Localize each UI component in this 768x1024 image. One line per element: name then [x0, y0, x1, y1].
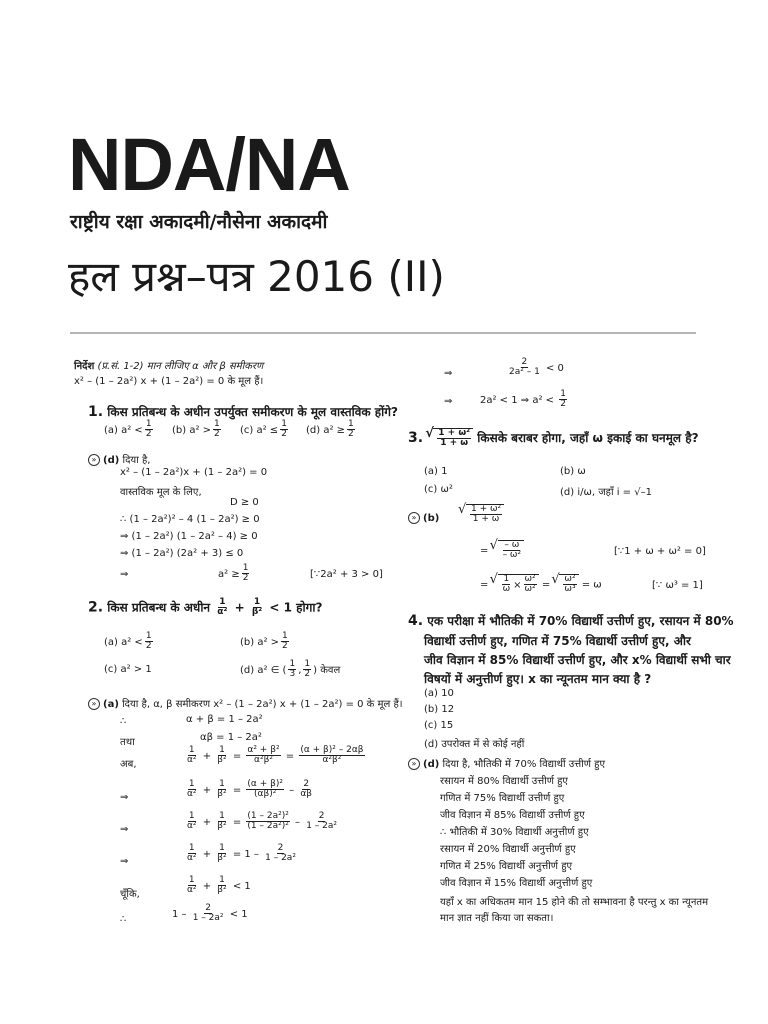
q2-sum: α + β = 1 – 2a²	[186, 714, 263, 725]
therefore-symbol: ∴	[120, 914, 127, 925]
therefore-symbol: ∴	[120, 716, 127, 727]
q2-chunki: चूँकि,	[120, 889, 140, 900]
question-3: 3. √ $\frac{\text{1 + ω²}}{1 + \omega}$ किसके बराबर होगा, जहाँ ω इकाई का घनमूल है?	[408, 428, 699, 449]
q1-solution-start: » (d) दिया है,	[88, 452, 150, 466]
implies-symbol: ⇒	[120, 824, 129, 835]
directions	[74, 362, 263, 372]
q3-note-2: [∵ ω³ = 1]	[652, 580, 703, 591]
q1-sol-line: D ≥ 0	[230, 497, 259, 508]
q3-sol-line: √ $\frac{\text{1 + ω²}}{1 + \omega}$	[460, 504, 504, 525]
q3-note-1: [∵1 + ω + ω² = 0]	[614, 546, 706, 557]
q1-sol-note: [∵2a² + 3 > 0]	[310, 569, 383, 580]
rt-eq1: $\frac{2}{\text{2a² – 1}}$ < 0	[509, 357, 564, 378]
q2-ab: अब,	[120, 759, 137, 770]
implies-symbol: ⇒	[444, 396, 453, 407]
q2-option-a: (a) a² < $\frac{1}{2}$	[104, 631, 152, 652]
q2-eq2: $\frac{1}{\text{α²}}$ + $\frac{1}{\text{β²}}$ = $\frac{\text{(α + β)²}}{\text{(αβ)²}}$ – $\frac{2}{\alpha\beta}$	[187, 779, 313, 800]
question-3-text: किसके बराबर होगा, जहाँ ω इकाई का घनमूल है?	[477, 430, 699, 445]
q2-eq4: $\frac{1}{\text{α²}}$ + $\frac{1}{\text{β²}}$ = 1 – $\frac{2}{\text{1 – 2a²}}$	[187, 843, 296, 864]
answer-icon: »	[88, 454, 100, 466]
q2-eq5: $\frac{1}{\text{α²}}$ + $\frac{1}{\text{β²}}$ < 1	[187, 875, 251, 896]
question-4: 4. एक परीक्षा में भौतिकी में 70% विद्यार्थी उत्तीर्ण हुए, रसायन में 80%	[408, 613, 734, 629]
question-4-line: विषयों में अनुत्तीर्ण हुए। x का न्यूनतम मान क्या है ?	[424, 672, 652, 686]
q1-sol-line: ⇒ (1 – 2a²) (2a² + 3) ≤ 0	[120, 548, 244, 559]
answer-icon: »	[88, 698, 100, 710]
q1-sol-line: वास्तविक मूल के लिए,	[120, 487, 202, 498]
q2-eq3: $\frac{1}{\text{α²}}$ + $\frac{1}{\text{β²}}$ = $\frac{\text{(1 – 2a²)²}}{\text{(1 – 2a²)²}}$ – $\frac{2}{\text{1 – 2a²}}$	[187, 811, 337, 832]
question-1-text: किस प्रतिबन्ध के अधीन उपर्युक्त समीकरण के मूल वास्तविक होंगे?	[107, 405, 398, 419]
q4-sol-line: जीव विज्ञान में 15% विद्यार्थी अनुत्तीर्ण हुए	[440, 878, 593, 889]
question-4-line: विद्यार्थी उत्तीर्ण हुए, गणित में 75% विद्यार्थी उत्तीर्ण हुए, और	[424, 634, 691, 648]
q4-sol-line: मान ज्ञात नहीं किया जा सकता।	[440, 913, 554, 924]
q3-option-a: (a) 1	[424, 466, 448, 477]
q3-sol-line: = √ $\frac{1}{\omega}$ × $\frac{\text{ω²}}{\text{ω²}}$ = √ $\frac{\text{ω²}}{\text{ω³}}$ = ω	[480, 574, 602, 595]
q3-option-b: (b) ω	[560, 466, 586, 477]
q2-solution-start: » (a) दिया है, α, β समीकरण x² – (1 – 2a²) x + (1 – 2a²) = 0 के मूल हैं।	[88, 696, 403, 710]
q4-solution-start: » (d) दिया है, भौतिकी में 70% विद्यार्थी उत्तीर्ण हुए	[408, 756, 605, 770]
implies-symbol: ⇒	[444, 368, 453, 379]
q1-sol-implies: ⇒	[120, 569, 129, 580]
q1-sol-result: a² ≥ $\frac{1}{2}$	[218, 563, 249, 584]
q3-option-c: (c) ω²	[424, 484, 453, 495]
q3-option-d: (d) i/ω, जहाँ i = √–1	[560, 487, 652, 498]
implies-symbol: ⇒	[120, 856, 129, 867]
q4-sol-line: रसायन में 80% विद्यार्थी उत्तीर्ण हुए	[440, 776, 568, 787]
answer-icon: »	[408, 758, 420, 770]
question-2: 2. किस प्रतिबन्ध के अधीन $\frac{1}{\text{α²}}$ + $\frac{1}{\text{β²}}$ < 1 होगा?	[88, 597, 323, 618]
q4-option-c: (c) 15	[424, 720, 454, 731]
paper-title: हल प्रश्न–पत्र 2016 (II)	[68, 252, 445, 301]
q4-sol-line: ∴ भौतिकी में 30% विद्यार्थी अनुत्तीर्ण हुए	[440, 827, 589, 838]
q1-sol-line: ∴ (1 – 2a²)² – 4 (1 – 2a²) ≥ 0	[120, 514, 260, 525]
q1-option-b: (b) a² > $\frac{1}{2}$	[172, 419, 220, 440]
q2-tatha: तथा	[120, 737, 135, 748]
answer-icon: »	[408, 512, 420, 524]
q1-sol-line: ⇒ (1 – 2a²) (1 – 2a² – 4) ≥ 0	[120, 531, 258, 542]
q2-option-d: (d) a² ∈ ( $\frac{1}{3}$ , $\frac{1}{2}$ ) केवल	[240, 659, 341, 680]
q2-product: αβ = 1 – 2a²	[200, 732, 262, 743]
q3-solution-start: » (b)	[408, 512, 439, 524]
directions-text: (प्र.सं. 1-2) मान लीजिए α और β समीकरण	[97, 361, 264, 372]
directions-equation: x² – (1 – 2a²) x + (1 – 2a²) = 0 के मूल हैं।	[74, 376, 264, 387]
q4-sol-line: गणित में 25% विद्यार्थी अनुत्तीर्ण हुए	[440, 861, 573, 872]
rt-eq2: 2a² < 1 ⇒ a² < $\frac{1}{2}$	[480, 389, 566, 410]
sqrt-icon: √ $\frac{\text{1 + ω²}}{1 + \omega}$	[433, 428, 473, 449]
q2-option-b: (b) a² > $\frac{1}{2}$	[240, 631, 288, 652]
page-subtitle: राष्ट्रीय रक्षा अकादमी/नौसेना अकादमी	[70, 211, 328, 233]
q4-option-b: (b) 12	[424, 704, 455, 715]
header-divider	[70, 332, 696, 334]
q1-sol-line: x² – (1 – 2a²)x + (1 – 2a²) = 0	[120, 467, 268, 478]
implies-symbol: ⇒	[120, 792, 129, 803]
q4-sol-line: गणित में 75% विद्यार्थी उत्तीर्ण हुए	[440, 793, 565, 804]
q2-option-c: (c) a² > 1	[104, 664, 152, 675]
q4-option-a: (a) 10	[424, 688, 454, 699]
q1-option-a: (a) a² < $\frac{1}{2}$	[104, 419, 152, 440]
q4-sol-line: जीव विज्ञान में 85% विद्यार्थी उत्तीर्ण हुए	[440, 810, 585, 821]
question-4-line: जीव विज्ञान में 85% विद्यार्थी उत्तीर्ण हुए, और x% विद्यार्थी सभी चार	[424, 653, 731, 667]
q2-eq6: 1 – $\frac{2}{\text{1 – 2a²}}$ < 1	[172, 903, 248, 924]
q1-option-d: (d) a² ≥ $\frac{1}{2}$	[306, 419, 354, 440]
page-title: NDA/NA	[68, 123, 350, 206]
directions-label: निर्देश	[74, 361, 95, 372]
q4-option-d: (d) उपरोक्त में से कोई नहीं	[424, 739, 525, 750]
q4-sol-line: यहाँ x का अधिकतम मान 15 होने की तो सम्भावना है परन्तु x का न्यूनतम	[440, 897, 709, 908]
q4-sol-line: रसायन में 20% विद्यार्थी अनुत्तीर्ण हुए	[440, 844, 576, 855]
question-1: 1. किस प्रतिबन्ध के अधीन उपर्युक्त समीकरण के मूल वास्तविक होंगे?	[88, 404, 398, 420]
q2-eq1: $\frac{1}{\text{α²}}$ + $\frac{1}{\text{β²}}$ = $\frac{\text{α² + β²}}{\text{α²β²}}$ = $\frac{\text{(α + β)² – 2αβ}}{\text{α²β²}}$	[187, 745, 364, 766]
q3-sol-line: = √ $\frac{- \omega}{\text{– ω²}}$	[480, 540, 524, 561]
q1-option-c: (c) a² ≤ $\frac{1}{2}$	[240, 419, 287, 440]
